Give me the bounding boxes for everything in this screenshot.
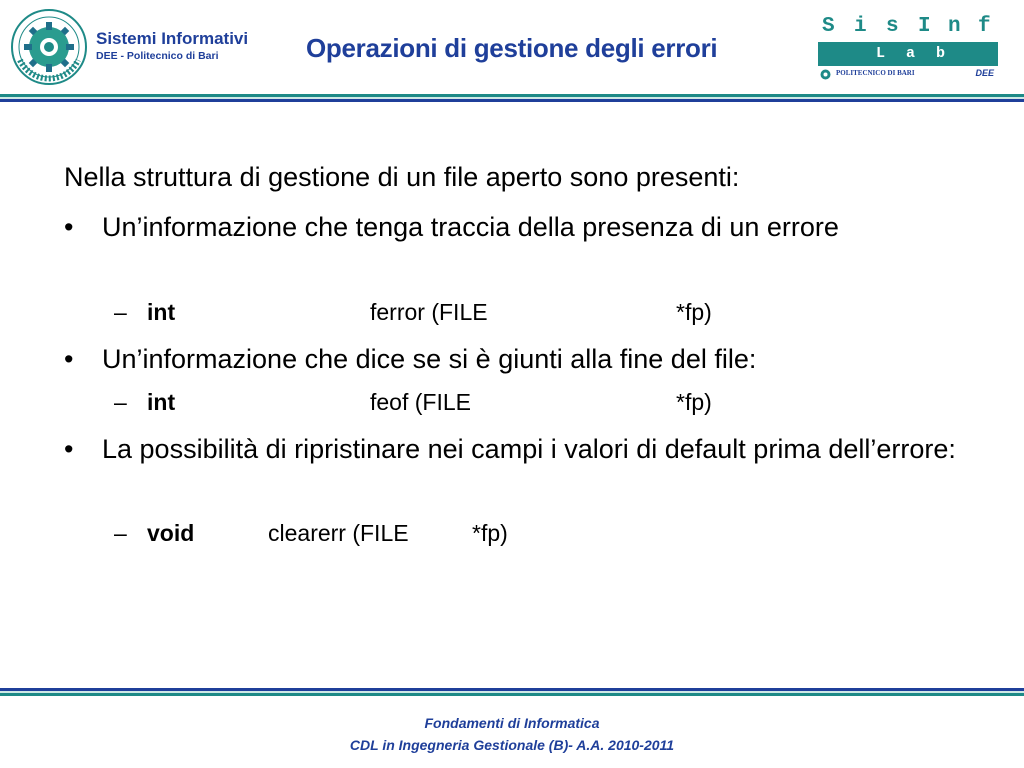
logo-letter: f: [978, 15, 991, 38]
sisinf-logo-band: [818, 42, 998, 66]
function-name: ferror (FILE: [370, 299, 488, 325]
institution-subtitle: DEE - Politecnico di Bari: [96, 50, 219, 62]
mini-seal-icon: [820, 69, 831, 80]
return-type: int: [147, 299, 176, 325]
footer-divider: [0, 688, 1024, 696]
dash-mark: –: [114, 520, 127, 546]
dash-mark: –: [114, 299, 127, 325]
university-seal-logo: [10, 8, 88, 86]
function-name: feof (FILE: [370, 389, 471, 415]
logo-letter: n: [948, 15, 961, 38]
bullet-text: Un’informazione che dice se si è giunti alla fine del file:: [102, 344, 757, 374]
bullet-item: [64, 207, 964, 287]
bullet-mark: •: [64, 434, 74, 464]
bullet-mark: •: [64, 344, 74, 374]
bullet-item: [64, 429, 964, 509]
return-type: int: [147, 389, 176, 415]
footer-course: Fondamenti di Informatica: [424, 715, 600, 731]
footer-program: CDL in Ingegneria Gestionale (B)- A.A. 2010-2011: [349, 737, 675, 753]
dash-mark: –: [114, 389, 127, 415]
function-param: *fp): [472, 520, 508, 546]
logo-letter: S: [822, 15, 835, 38]
logo-letter: b: [936, 45, 946, 62]
bullet-text: La possibilità di ripristinare nei campi i valori di default prima dell’errore:: [102, 434, 956, 464]
logo-letter: L: [876, 45, 886, 62]
bullet-item: [64, 339, 964, 379]
intro-text: Nella struttura di gestione di un file aperto sono presenti:: [64, 162, 740, 192]
code-signature: [114, 387, 814, 417]
code-signature: [114, 297, 814, 327]
logo-letter: s: [886, 15, 899, 38]
sisinf-logo-top: [818, 16, 998, 38]
sisinf-logo-footer: [818, 68, 998, 82]
code-signature: [114, 518, 814, 548]
bullet-mark: •: [64, 212, 74, 242]
logo-letter: I: [918, 15, 931, 38]
function-param: *fp): [676, 389, 712, 415]
logo-letter: i: [854, 15, 867, 38]
return-type: void: [147, 520, 195, 546]
header-divider: [0, 94, 1024, 102]
function-name: clearerr (FILE: [268, 520, 409, 546]
logo-politecnico-text: POLITECNICO DI BARI: [836, 69, 915, 77]
slide-title: Operazioni di gestione degli errori: [306, 33, 718, 63]
bullet-text: Un’informazione che tenga traccia della presenza di un errore: [102, 212, 839, 242]
logo-letter: a: [906, 45, 916, 62]
institution-title: Sistemi Informativi: [96, 29, 249, 48]
logo-dee-text: DEE: [975, 68, 994, 78]
function-param: *fp): [676, 299, 712, 325]
